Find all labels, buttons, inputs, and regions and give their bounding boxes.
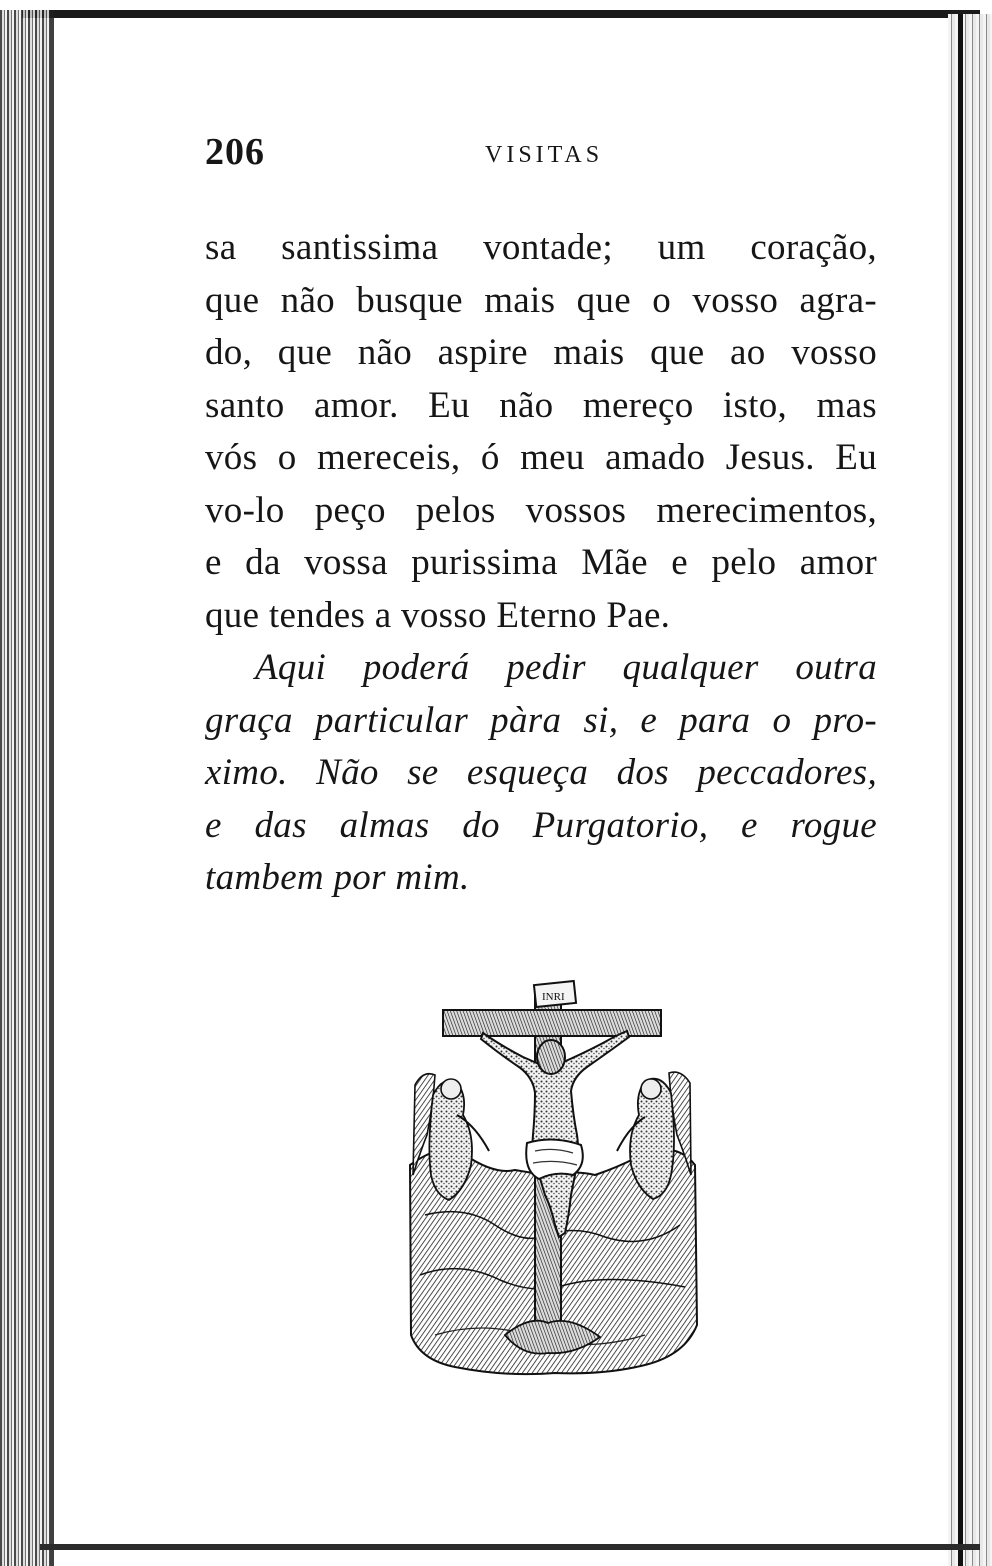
rubric-line: graça particular pàra si, e para o pro- bbox=[205, 699, 877, 741]
crucifix-engraving-icon bbox=[405, 975, 700, 1380]
cross-inscription: INRI bbox=[542, 991, 565, 1003]
text-line: que não busque mais que o vosso agra- bbox=[205, 279, 877, 321]
page-header bbox=[205, 130, 905, 180]
rubric-line: ximo. Não se esqueça dos peccadores, bbox=[205, 752, 877, 793]
scan-edge-top bbox=[22, 10, 980, 18]
rubric-line: tambem por mim. bbox=[205, 857, 470, 898]
text-line: vo-lo peço pelos vossos merecimentos, bbox=[205, 489, 877, 531]
scan-edge-left bbox=[0, 10, 54, 1566]
scan-edge-bottom bbox=[40, 1544, 980, 1550]
text-line: que tendes a vosso Eterno Pae. bbox=[205, 594, 671, 636]
text-line: santo amor. Eu não mereço isto, mas bbox=[205, 384, 877, 426]
text-line: do, que não aspire mais que ao vosso bbox=[205, 332, 877, 373]
text-line: e da vossa purissima Mãe e pelo amor bbox=[205, 542, 877, 583]
text-line: sa santissima vontade; um coração, bbox=[205, 227, 877, 268]
rubric-line: e das almas do Purgatorio, e rogue bbox=[205, 804, 877, 846]
scan-edge-right bbox=[948, 14, 992, 1566]
running-head: VISITAS bbox=[485, 142, 604, 168]
page-number: 206 bbox=[205, 131, 265, 173]
rubric-line: Aqui poderá pedir qualquer outra bbox=[255, 647, 877, 688]
text-line: vós o mereceis, ó meu amado Jesus. Eu bbox=[205, 437, 877, 478]
body-text bbox=[205, 222, 877, 905]
